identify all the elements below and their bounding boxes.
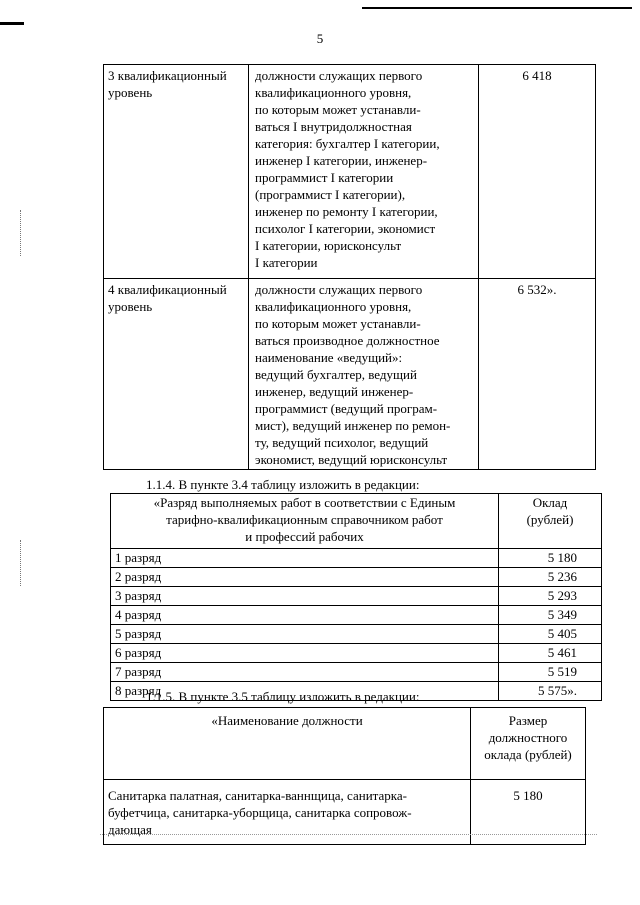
table-row	[104, 65, 596, 279]
table-row: 4 разряд 5 349	[111, 606, 602, 625]
bottom-rule	[100, 834, 597, 835]
table-header	[111, 494, 602, 549]
salary-cell: 6 532».	[479, 279, 596, 470]
page-number: 5	[316, 31, 324, 46]
position-salary-table	[103, 707, 586, 845]
left-margin-mark	[0, 22, 24, 25]
positions-cell: должности служащих первого квалификационного уровня, по которым может устанавли- ваться производное должностное наименование «ведущий»: ведущий бухгалтер, ведущий инженер, ведущий инженер- программист (ведущий програм- мист), ведущий инженер по ремон- ту, ведущий психолог, ведущий экономист, ведущий юрисконсульт	[249, 279, 479, 470]
grade-header: «Разряд выполняемых работ в соответствии с Единым тарифно-квалификационным справочником работ и профессий рабочих	[111, 494, 499, 549]
positions-cell: должности служащих первого квалификационного уровня, по которым может устанавли- ваться I внутридолжностная категория: бухгалтер I категории, инженер I категории, инженер- программист I категории (программист I категории), инженер по ремонту I категории, психолог I категории, экономист I категории, юрисконсульт I категории	[249, 65, 479, 279]
table-row	[104, 279, 596, 470]
paragraph-1-1-4: 1.1.4. В пункте 3.4 таблицу изложить в редакции:	[146, 477, 420, 492]
level-cell: 4 квалификационный уровень	[104, 279, 249, 470]
table-row: 7 разряд 5 519	[111, 663, 602, 682]
table-row: 1 разряд 5 180	[111, 549, 602, 568]
paragraph-1-1-5: 1.1.5. В пункте 3.5 таблицу изложить в редакции:	[146, 689, 420, 704]
position-header: «Наименование должности	[104, 708, 471, 780]
table-row: 6 разряд 5 461	[111, 644, 602, 663]
table-row: 3 разряд 5 293	[111, 587, 602, 606]
table-row: 5 разряд 5 405	[111, 625, 602, 644]
table-row: 8 разряд 5 575».	[111, 682, 602, 701]
position-cell: Санитарка палатная, санитарка-ваннщица, санитарка- буфетчица, санитарка-уборщица, санитарка сопровож- дающая	[104, 780, 471, 845]
table-header	[104, 708, 586, 780]
level-cell: 3 квалификационный уровень	[104, 65, 249, 279]
margin-dots	[20, 210, 21, 256]
salary-header: Оклад (рублей)	[499, 494, 602, 549]
qualification-table	[103, 64, 596, 470]
margin-dots	[20, 540, 21, 586]
top-rule	[362, 7, 632, 9]
table-row: 2 разряд 5 236	[111, 568, 602, 587]
salary-cell: 6 418	[479, 65, 596, 279]
grade-salary-table	[110, 493, 602, 701]
salary-header: Размер должностного оклада (рублей)	[471, 708, 586, 780]
salary-cell: 5 180	[471, 780, 586, 845]
